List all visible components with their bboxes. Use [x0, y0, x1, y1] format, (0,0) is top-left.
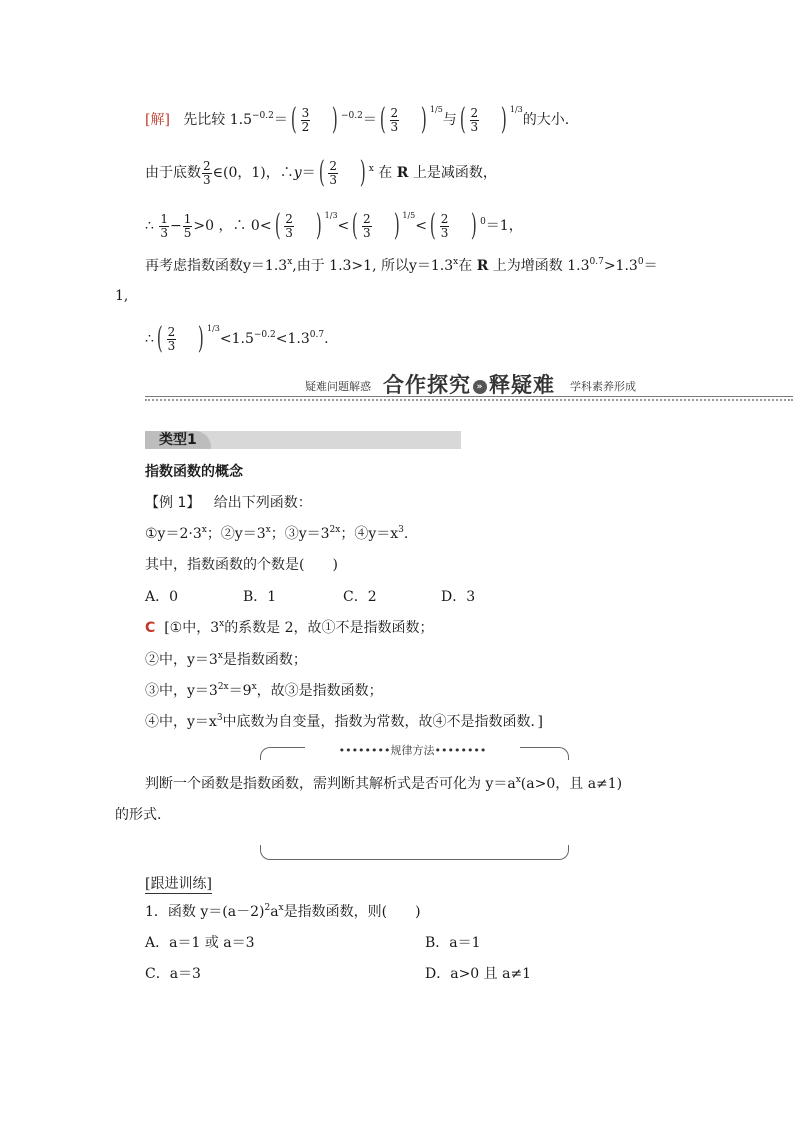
fraction: $\frac{1}{5}$ — [183, 211, 192, 240]
example-label: 【例 1】 — [145, 495, 201, 511]
solution-line-6: ∴( $\frac{2}{3}$ ) $^{1/3}<1.5^{-0.2}<1.3^{0.7}$. — [145, 321, 329, 356]
follow-option-c: C．a＝3 — [145, 966, 201, 982]
method-text-1: 判断一个函数是指数函数，需判断其解析式是否可化为 $y=a^x(a>0$，且 a≠1) — [145, 775, 623, 792]
type-label: 类型1 — [145, 431, 211, 449]
solution-tag: [解] — [145, 112, 170, 128]
fraction: $\frac{2}{3}$ — [390, 105, 399, 134]
topic-heading: 指数函数的概念 — [145, 464, 243, 480]
answer-letter: C — [145, 620, 156, 636]
answer-line-2: ②中，$y=3^x$是指数函数； — [145, 651, 307, 668]
fraction: $\frac{2}{3}$ — [329, 158, 338, 187]
example-functions: $①y=2\cdot 3^x$；$②y=3^x$；$③y=3^{2x}$；$④y=x^3$. — [145, 525, 409, 542]
follow-option-d: D．a>0 且 a≠1 — [425, 966, 532, 982]
fraction: $\frac{2}{3}$ — [363, 211, 371, 240]
example-option-a: A．0 — [145, 589, 179, 605]
follow-option-a: A．a＝1 或 a＝3 — [145, 935, 255, 951]
fraction: $\frac{1}{3}$ — [160, 211, 169, 240]
banner-right-text: 学科素养形成 — [570, 380, 636, 393]
banner-left-text: 疑难问题解惑 — [305, 380, 371, 393]
example-option-b: B．1 — [243, 589, 277, 605]
solution-line-4: 再考虑指数函数$y=1.3^x$,由于 1.3>1, 所以$y=1.3^x$在 R 上为增函数 $1.3^{0.7}>1.3^0=$ — [145, 257, 658, 274]
divider — [145, 399, 793, 401]
example-option-d: D．3 — [441, 589, 476, 605]
follow-question: 1．函数 $y=(a-2)^2a^x$是指数函数，则( ) — [145, 903, 421, 920]
example-header: 【例 1】 给出下列函数： — [145, 495, 312, 511]
answer-line-3: ③中，$y=3^{2x}=9^x$，故③是指数函数； — [145, 682, 383, 699]
follow-option-b: B．a＝1 — [425, 935, 481, 951]
type-label-bar — [145, 431, 461, 449]
answer-line-1: C [①中，3$^x$的系数是 2，故①不是指数函数； — [145, 619, 434, 636]
example-option-c: C．2 — [343, 589, 377, 605]
example-question: 其中，指数函数的个数是( ) — [145, 557, 338, 573]
solution-line-3: ∴ $\frac{1}{3}$ − $\frac{1}{5}$ >0 ，∴ 0<( $\frac{2}{3}$ ) $^{1/3}$<( $\frac{2}{3}$ ) $^{1/5}$<( $\frac{2}{3}$ ) $^0$＝1， — [145, 208, 523, 243]
solution-line-1: [解] 先比较 $1.5^{-0.2}=$( $\frac{3}{2}$ ) $^{-0.2}$＝( $\frac{2}{3}$ ) $^{1/5}$与( $\frac{2}{3}$ ) $^{1/3}$的大小. — [145, 102, 570, 137]
section-banner — [145, 372, 793, 402]
banner-title: 合作探究 » 释疑难 — [383, 373, 555, 397]
divider — [145, 396, 793, 397]
solution-line-2: 由于底数 $\frac{2}{3}$ ∈(0，1)，∴y＝( $\frac{2}{3}$ ) $^x$ 在 R 上是减函数， — [145, 155, 497, 190]
fraction: $\frac{2}{3}$ — [203, 158, 211, 187]
follow-up-label: [跟进训练] — [145, 876, 212, 892]
method-box-title: ••••••••规律方法•••••••• — [305, 742, 520, 758]
arrow-icon: » — [473, 380, 487, 394]
fraction: $\frac{2}{3}$ — [285, 211, 293, 240]
method-text-2: 的形式. — [115, 807, 162, 823]
fraction: $\frac{2}{3}$ — [470, 105, 479, 134]
solution-line-5: 1, — [115, 288, 129, 304]
answer-line-4: ④中，$y=x^3$中底数为自变量，指数为常数，故④不是指数函数．] — [145, 713, 544, 730]
method-box-frame-bottom — [260, 845, 569, 860]
fraction: $\frac{2}{3}$ — [440, 211, 449, 240]
fraction: $\frac{3}{2}$ — [301, 105, 310, 134]
fraction: $\frac{2}{3}$ — [167, 324, 176, 353]
